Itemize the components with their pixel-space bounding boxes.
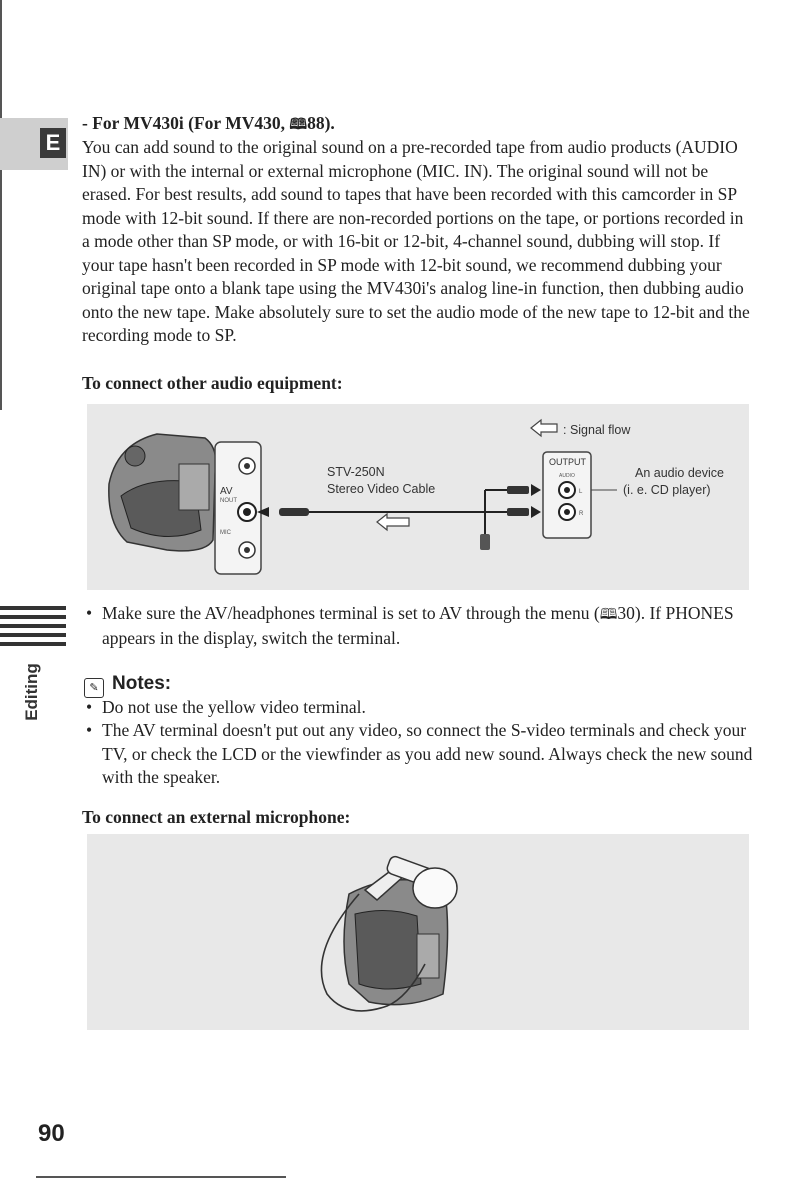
av-sub-label: NOUT: [220, 498, 237, 504]
audio-connection-figure: [87, 404, 749, 590]
language-tab-letter: E: [40, 128, 66, 158]
mic-label: MIC: [220, 530, 231, 536]
notes-item: • Do not use the yellow video terminal.: [86, 697, 366, 717]
page-number: 90: [38, 1120, 65, 1147]
bottom-rule: [36, 1176, 286, 1178]
audio-device-output-panel: [543, 452, 617, 538]
intro-paragraph: You can add sound to the original sound on a pre-recorded tape from audio products (AUDIO IN) or with the internal or external microphone (MIC. IN). The original sound will not be erased. For best results, add sound to tapes that have been recorded with this camcorder in SP mode with 12-bit sound. If there are non-recorded portions on the tape, or portions recorded in a mode other than SP mode, or with 16-bit or 12-bit, 4-channel sound, dubbing will stop. If your tape hasn't been recorded in SP mode with 12-bit sound, we recommend dubbing your original tape onto a blank tape using the MV430i's analog line-in function, then dubbing audio onto the new tape. Make absolutely sure to set the audio mode of the new tape to 12-bit and the recording mode to SP.: [82, 137, 750, 345]
model-heading: - For MV430i (For MV430, 🕮88).: [82, 112, 750, 137]
camcorder-illustration: [109, 434, 216, 551]
av-terminal-bullet: • Make sure the AV/headphones terminal is set to AV through the menu (🕮30). If PHONES appears in the display, switch the terminal.: [86, 603, 734, 648]
section-marker-bars: [0, 606, 66, 651]
audio-label: AUDIO: [559, 473, 575, 479]
cable-model: STV-250N: [327, 465, 385, 479]
margin-line: [0, 0, 2, 410]
mic-section-heading: To connect an external microphone:: [82, 807, 351, 827]
right-channel-label: R: [579, 511, 584, 517]
book-icon: 🕮: [599, 605, 618, 623]
audio-section-heading: To connect other audio equipment:: [82, 373, 343, 393]
notes-item: • The AV terminal doesn't put out any video, so connect the S-video terminals and check your TV, or check the LCD or the viewfinder as you add new sound. Always check the new sound with the speaker.: [86, 720, 753, 787]
audio-device-example: (i. e. CD player): [623, 483, 711, 497]
signal-flow-arrow: [377, 420, 557, 530]
audio-device-name: An audio device: [635, 466, 724, 480]
left-channel-label: L: [579, 489, 583, 495]
notes-icon: ✎: [84, 678, 104, 698]
book-icon: 🕮: [289, 115, 308, 133]
external-microphone-figure: [87, 834, 749, 1030]
section-label: Editing: [22, 663, 41, 721]
signal-flow-legend: : Signal flow: [563, 423, 631, 437]
cable-name: Stereo Video Cable: [327, 482, 436, 496]
av-label: AV: [220, 486, 233, 497]
output-label: OUTPUT: [549, 457, 586, 467]
notes-title: ✎ Notes:: [84, 673, 171, 698]
jack-panel: [215, 442, 261, 574]
